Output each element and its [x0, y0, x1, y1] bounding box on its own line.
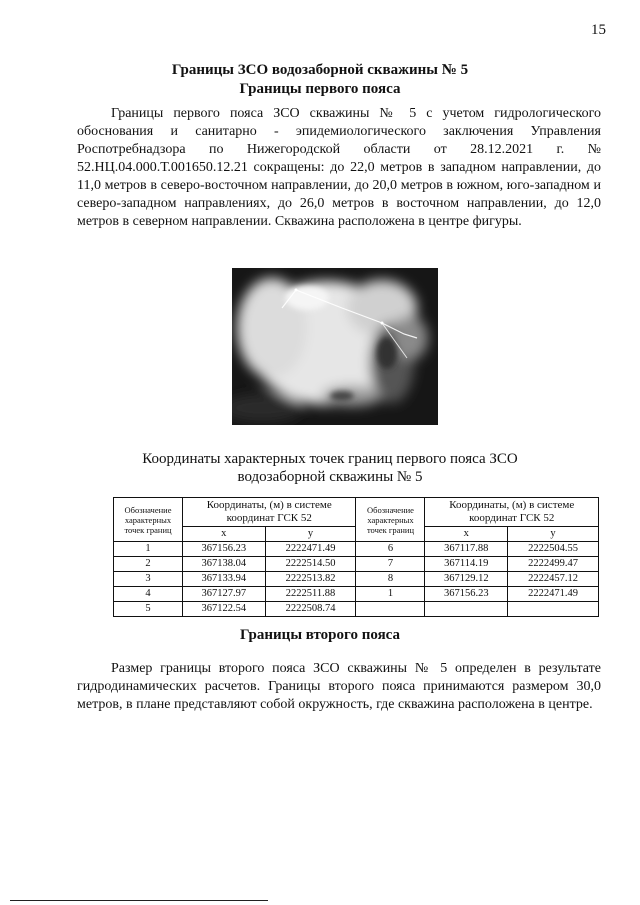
coord-y [508, 602, 599, 617]
site-photo-image [232, 268, 438, 425]
coord-y: 2222504.55 [508, 542, 599, 557]
document-title: Границы ЗСО водозаборной скважины № 5 [171, 62, 469, 78]
coord-x: 367117.88 [425, 542, 508, 557]
table-row [114, 587, 599, 602]
coord-y: 2222471.49 [265, 542, 356, 557]
coord-x: 367156.23 [183, 542, 266, 557]
coord-y: 2222511.88 [265, 587, 356, 602]
table-caption-line1: Координаты характерных точек границ первого пояса ЗСО [142, 451, 518, 467]
header-point-right: Обозначение характерных точек границ [356, 498, 425, 542]
table-header-row [114, 498, 599, 527]
point-id: 8 [356, 572, 425, 587]
table-row [114, 572, 599, 587]
point-id: 2 [114, 557, 183, 572]
point-id: 5 [114, 602, 183, 617]
header-y-right: y [508, 527, 599, 542]
point-id: 4 [114, 587, 183, 602]
point-id: 1 [114, 542, 183, 557]
coord-x: 367127.97 [183, 587, 266, 602]
header-x-right: x [425, 527, 508, 542]
header-x-left: x [183, 527, 266, 542]
table-row [114, 542, 599, 557]
header-coords-left: Координаты, (м) в системе координат ГСК 52 [183, 498, 356, 527]
header-point-left: Обозначение характерных точек границ [114, 498, 183, 542]
coord-y: 2222508.74 [265, 602, 356, 617]
table-row [114, 557, 599, 572]
coord-x: 367138.04 [183, 557, 266, 572]
coord-y: 2222513.82 [265, 572, 356, 587]
footer-divider [10, 900, 268, 901]
paragraph-first-zone: Границы первого пояса ЗСО скважины № 5 с учетом гидрологического обоснования и санитарно - эпидемиологического заключения Управления Роспотребнадзора по Нижегородской области от 28.12.2021 г. № 52.НЦ.04.000.Т.001650.12.21 сокращены: до 22,0 метров в западном направлении, до 11,0 метров в северо-восточном направлении, до 20,0 метров в южном, юго-западном и северо-западном направлениях, до 26,0 метров в восточном направлении, до 12,0 метров в северном направлении. Скважина расположена в центре фигуры. [77, 106, 601, 229]
point-id: 6 [356, 542, 425, 557]
point-id [356, 602, 425, 617]
page-number: 15 [591, 22, 606, 38]
table-caption [120, 450, 540, 486]
coord-x [425, 602, 508, 617]
coord-x: 367114.19 [425, 557, 508, 572]
section-heading-second-zone: Границы второго пояса [239, 627, 401, 643]
header-y-left: y [265, 527, 356, 542]
coord-y: 2222514.50 [265, 557, 356, 572]
coord-x: 367156.23 [425, 587, 508, 602]
coord-x: 367129.12 [425, 572, 508, 587]
site-photo [232, 268, 438, 425]
paragraph-second-zone: Размер границы второго пояса ЗСО скважины № 5 определен в результате гидродинамических расчетов. Границы второго пояса принимаются размером 30,0 метров, в плане представляют собой окружность, где скважина расположена в центре. [77, 661, 601, 712]
section-heading-first-zone: Границы первого пояса [239, 81, 401, 97]
table-caption-line2: водозаборной скважины № 5 [237, 469, 423, 485]
coord-x: 367122.54 [183, 602, 266, 617]
point-id: 1 [356, 587, 425, 602]
point-id: 7 [356, 557, 425, 572]
coord-y: 2222471.49 [508, 587, 599, 602]
coord-x: 367133.94 [183, 572, 266, 587]
table-row [114, 602, 599, 617]
coordinates-table [113, 497, 599, 617]
coord-y: 2222457.12 [508, 572, 599, 587]
coord-y: 2222499.47 [508, 557, 599, 572]
point-id: 3 [114, 572, 183, 587]
header-coords-right: Координаты, (м) в системе координат ГСК 52 [425, 498, 599, 527]
